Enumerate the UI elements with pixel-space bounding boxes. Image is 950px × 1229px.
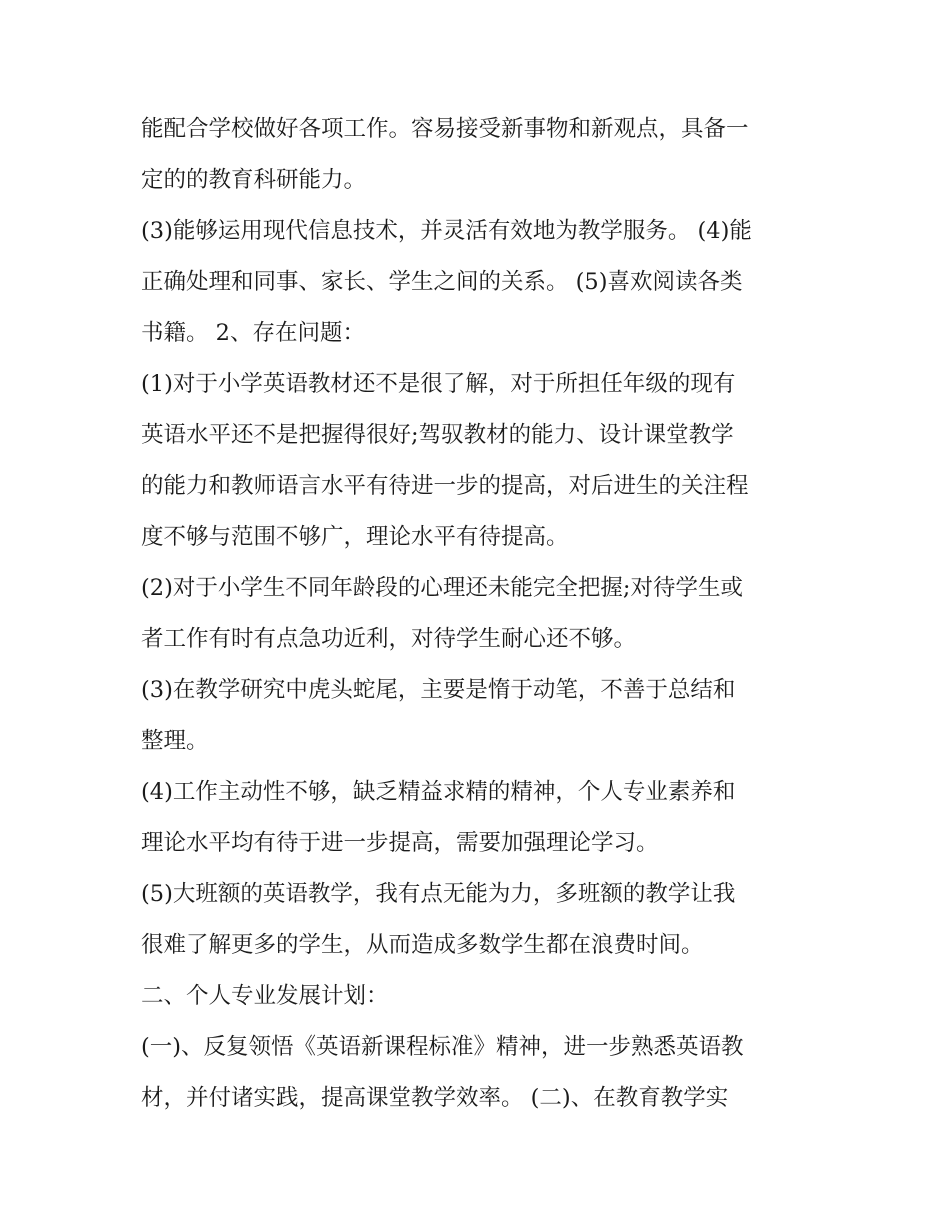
text-line: 整理。 — [141, 728, 209, 754]
text-line: 度不够与范围不够广，理论水平有待提高。 — [141, 524, 569, 550]
section-heading: 二、个人专业发展计划： — [141, 983, 389, 1009]
text-line: 能配合学校做好各项工作。容易接受新事物和新观点，具备一 — [141, 116, 749, 142]
text-line: (3)能够运用现代信息技术，并灵活有效地为教学服务。 (4)能 — [141, 218, 752, 244]
text-line: 英语水平还不是把握得很好;驾驭教材的能力、设计课堂教学 — [141, 422, 734, 448]
text-line: (5)大班额的英语教学，我有点无能为力，多班额的教学让我 — [141, 881, 736, 907]
text-line: 定的的教育科研能力。 — [141, 167, 367, 193]
text-line: (1)对于小学英语教材还不是很了解，对于所担任年级的现有 — [141, 371, 736, 397]
text-line: 很难了解更多的学生，从而造成多数学生都在浪费时间。 — [141, 932, 704, 958]
text-line: (一)、反复领悟《英语新课程标准》精神，进一步熟悉英语教 — [141, 1034, 744, 1060]
text-line: 材，并付诸实践，提高课堂教学效率。 (二)、在教育教学实 — [141, 1085, 729, 1111]
text-line: (3)在教学研究中虎头蛇尾，主要是惰于动笔，不善于总结和 — [141, 677, 736, 703]
text-line: 的能力和教师语言水平有待进一步的提高，对后进生的关注程 — [141, 473, 749, 499]
text-line: (4)工作主动性不够，缺乏精益求精的精神，个人专业素养和 — [141, 779, 736, 805]
text-line: 者工作有时有点急功近利，对待学生耐心还不够。 — [141, 626, 637, 652]
document-body — [141, 104, 821, 1124]
text-line: (2)对于小学生不同年龄段的心理还未能完全把握;对待学生或 — [141, 575, 743, 601]
text-line: 理论水平均有待于进一步提高，需要加强理论学习。 — [141, 830, 659, 856]
text-line: 书籍。 2、存在问题： — [141, 320, 365, 346]
text-line: 正确处理和同事、家长、学生之间的关系。 (5)喜欢阅读各类 — [141, 269, 743, 295]
